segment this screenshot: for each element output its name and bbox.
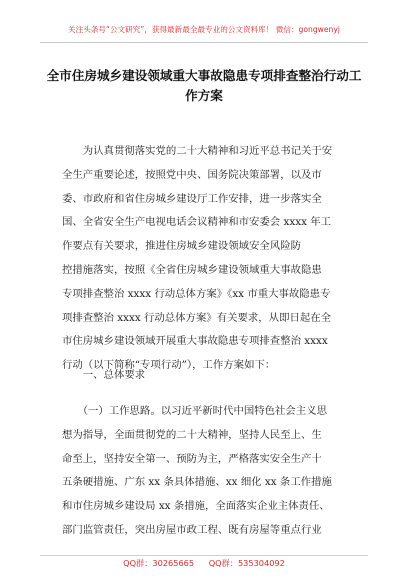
text-line: 项排查整治 xxxx 行动总体方案》有关要求，从即日起在全 [62,311,332,324]
text-line: 专项排查整治 xxxx 行动总体方案》《xx 市重大事故隐患专 [62,287,331,300]
text-line: 为认真贯彻落实党的二十大精神和习近平总书记关于安 [62,145,333,157]
text-line: 全生产重要论述，按照党中央、国务院决策部署，以及市 [62,168,322,181]
heading-text: 一、总体要求 [62,369,146,381]
text-line: 五条硬措施、广东 xx 条具体措施、xx 细化 xx 条工作措施 [62,476,332,489]
text-line: 控措施落实，按照《全省住房城乡建设领域重大事故隐患 [62,263,322,276]
paragraph-intro [62,140,352,378]
qq-group-1: QQ群：30265665 [123,558,195,568]
qq-group-2: QQ群：535304092 [208,558,285,568]
title-line: 作方案 [185,88,223,103]
document-title [40,66,368,106]
text-line: 行动（以下简称“专项行动”），工作方案如下： [62,359,276,372]
header-divider [40,42,368,43]
paragraph-work-ideas [62,400,352,543]
text-line: 国、全省安全生产电视电话会议精神和市安委会 xxxx 年工 [62,216,332,229]
footer-divider [40,555,368,556]
text-line: 和市住房城乡建设局 xx 条措施，全面落实企业主体责任、 [62,500,330,513]
text-line: 市住房城乡建设领域开展重大事故隐患专项排查整治 xxxx [62,335,328,348]
text-line: 想为指导，全面贯彻党的二十大精神，坚持人民至上、生 [62,428,322,441]
text-line: 命至上，坚持安全第一、预防为主，严格落实安全生产十 [62,452,322,465]
section-heading [62,364,352,388]
text-line: 作要点有关要求，推进住房城乡建设领域安全风险防 [62,240,301,253]
footer-contacts [0,558,408,569]
text-line: （一）工作思路。以习近平新时代中国特色社会主义思 [62,405,327,417]
header-notice: 关注头条号“公文研究”，获得最新最全最专业的公文资料库！ 微信：gongwenyj [68,25,340,34]
text-line: 委、市政府和省住房城乡建设厅工作安排，进一步落实全 [62,192,322,205]
title-line: 全市住房城乡建设领域重大事故隐患专项排查整治行动工 [46,68,362,83]
text-line: 部门监管责任，突出房屋市政工程、既有房屋等重点行业 [62,523,322,536]
